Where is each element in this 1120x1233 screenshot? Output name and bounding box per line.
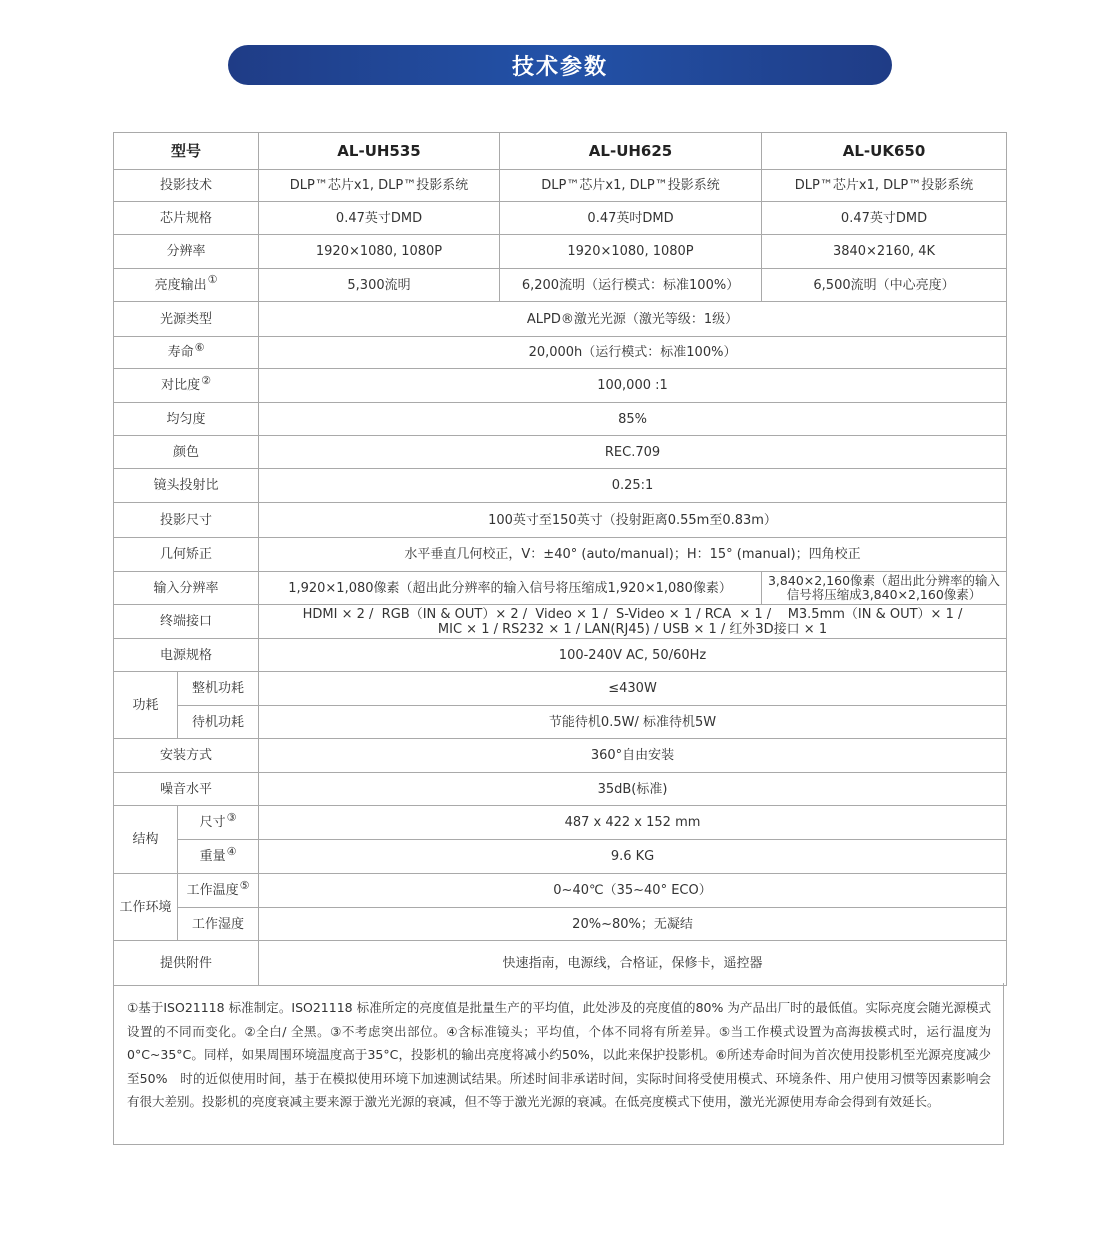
row-label-text: 亮度输出 [154,277,207,293]
table-row [114,469,1007,503]
table-row [114,908,1007,941]
cell-value: 9.6 KG [259,840,1007,874]
cell-value: 360°自由安装 [259,739,1007,773]
cell-value: 0.47英寸DMD [762,202,1007,235]
table-row [114,202,1007,235]
row-label: 芯片规格 [114,202,259,235]
table-row [114,436,1007,469]
cell-value: 6,500流明（中心亮度） [762,269,1007,302]
group-label: 功耗 [114,672,178,739]
table-row [114,302,1007,337]
cell-value: DLP™芯片x1, DLP™投影系统 [259,170,500,202]
cell-value: 3840×2160, 4K [762,235,1007,269]
cell-value: 100,000 :1 [259,369,1007,403]
cell-value: 487 x 422 x 152 mm [259,806,1007,840]
cell-value: 6,200流明（运行模式：标准100%） [500,269,762,302]
table-row [114,170,1007,202]
row-label: 投影尺寸 [114,503,259,538]
table-row [114,235,1007,269]
row-label [178,806,259,840]
table-row [114,538,1007,572]
table-row [114,403,1007,436]
cell-value: 0.47英寸DMD [259,202,500,235]
footnotes: ①基于ISO21118 标准制定。ISO21118 标准所定的亮度值是批量生产的平均值，此处涉及的亮度值的80% 为产品出厂时的最低值。实际亮度会随光源模式设置的不同而变化。②全白/ 全黑。③不考虑突出部位。④含标准镜头；平均值，个体不同将有所差异。⑤当工作模式设置为高海拔模式时，运行温度为0°C~35°C。同样，如果周围环境温度高于35°C，投影机的输出亮度将减小约50%，以此来保护投影机。⑥所述寿命时间为首次使用投影机至光源亮度减少至50% 时的近似使用时间，基于在模拟使用环境下加速测试结果。所述时间非承诺时间，实际时间将受使用模式、环境条件、用户使用习惯等因素影响会有很大差别。投影机的亮度衰减主要来源于激光光源的衰减，但不等于激光光源的衰减。在低亮度模式下使用，激光光源使用寿命会得到有效延长。 [113,983,1004,1145]
row-label: 镜头投射比 [114,469,259,503]
row-label: 工作湿度 [178,908,259,941]
model-name: AL-UK650 [762,133,1007,170]
row-label: 提供附件 [114,941,259,986]
table-row [114,706,1007,739]
table-row [114,639,1007,672]
row-label-text: 尺寸 [199,815,226,830]
table-row [114,672,1007,706]
spec-table [113,132,1007,986]
cell-value: 100-240V AC, 50/60Hz [259,639,1007,672]
table-row [114,605,1007,639]
row-label: 均匀度 [114,403,259,436]
row-label-text: 重量 [199,849,226,864]
row-label: 光源类型 [114,302,259,337]
cell-value: 5,300流明 [259,269,500,302]
cell-value: REC.709 [259,436,1007,469]
cell-value: 1920×1080, 1080P [500,235,762,269]
table-row [114,840,1007,874]
model-name: AL-UH535 [259,133,500,170]
cell-value: 20,000h（运行模式：标准100%） [259,337,1007,369]
footnote-mark: ② [201,373,211,387]
ports-line-1: HDMI × 2 / RGB（IN & OUT）× 2 / Video × 1 / S-Video × 1 / RCA × 1 / M3.5mm（IN & OUT）× 1 / [302,606,963,622]
cell-value: 水平垂直几何校正，V：±40° (auto/manual)；H：15° (manual)；四角校正 [259,538,1007,572]
row-label: 分辨率 [114,235,259,269]
cell-value: 20%~80%；无凝结 [259,908,1007,941]
cell-value: DLP™芯片x1, DLP™投影系统 [500,170,762,202]
cell-value: DLP™芯片x1, DLP™投影系统 [762,170,1007,202]
cell-value: 0~40℃（35~40° ECO） [259,874,1007,908]
cell-value: 1920×1080, 1080P [259,235,500,269]
row-label: 颜色 [114,436,259,469]
cell-value: 1,920×1,080像素（超出此分辨率的输入信号将压缩成1,920×1,080像素） [259,572,762,605]
cell-value: 快速指南，电源线，合格证，保修卡，遥控器 [259,941,1007,986]
cell-value: 0.25:1 [259,469,1007,503]
table-row [114,572,1007,605]
table-row [114,739,1007,773]
cell-value: ≤430W [259,672,1007,706]
row-label [114,337,259,369]
footnote-mark: ① [207,273,218,287]
row-label: 整机功耗 [178,672,259,706]
row-label [178,840,259,874]
table-row [114,941,1007,986]
table-row [114,806,1007,840]
table-row [114,773,1007,806]
table-row [114,269,1007,302]
group-label: 工作环境 [114,874,178,941]
cell-value: 35dB(标准) [259,773,1007,806]
cell-value: ALPD®激光光源（激光等级：1级） [259,302,1007,337]
cell-value: 0.47英吋DMD [500,202,762,235]
row-label: 电源规格 [114,639,259,672]
table-row [114,874,1007,908]
table-row [114,503,1007,538]
cell-value: 85% [259,403,1007,436]
cell-value: 节能待机0.5W/ 标准待机5W [259,706,1007,739]
row-label [178,874,259,908]
group-label: 结构 [114,806,178,874]
cell-value: 3,840×2,160像素（超出此分辨率的输入信号将压缩成3,840×2,160像素） [762,572,1007,605]
row-label [114,269,259,302]
table-header-row [114,133,1007,170]
footnote-mark: ⑤ [239,878,250,892]
row-label-text: 工作温度 [186,883,239,898]
model-name: AL-UH625 [500,133,762,170]
row-label-text: 寿命 [167,345,194,360]
row-label: 几何矫正 [114,538,259,572]
footnote-mark: ③ [226,810,237,824]
row-label: 待机功耗 [178,706,259,739]
cell-value: 100英寸至150英寸（投射距离0.55m至0.83m） [259,503,1007,538]
row-label-text: 对比度 [161,378,201,393]
cell-value [259,605,1007,639]
row-label: 噪音水平 [114,773,259,806]
table-row [114,369,1007,403]
ports-line-2: MIC × 1 / RS232 × 1 / LAN(RJ45) / USB × 1 / 红外3D接口 × 1 [437,621,828,637]
model-label: 型号 [114,133,259,170]
page-title: 技术参数 [228,45,892,85]
row-label [114,369,259,403]
footnote-mark: ④ [226,844,237,858]
table-row [114,337,1007,369]
footnote-mark: ⑥ [194,340,205,354]
row-label: 投影技术 [114,170,259,202]
row-label: 终端接口 [114,605,259,639]
row-label: 安装方式 [114,739,259,773]
row-label: 输入分辨率 [114,572,259,605]
